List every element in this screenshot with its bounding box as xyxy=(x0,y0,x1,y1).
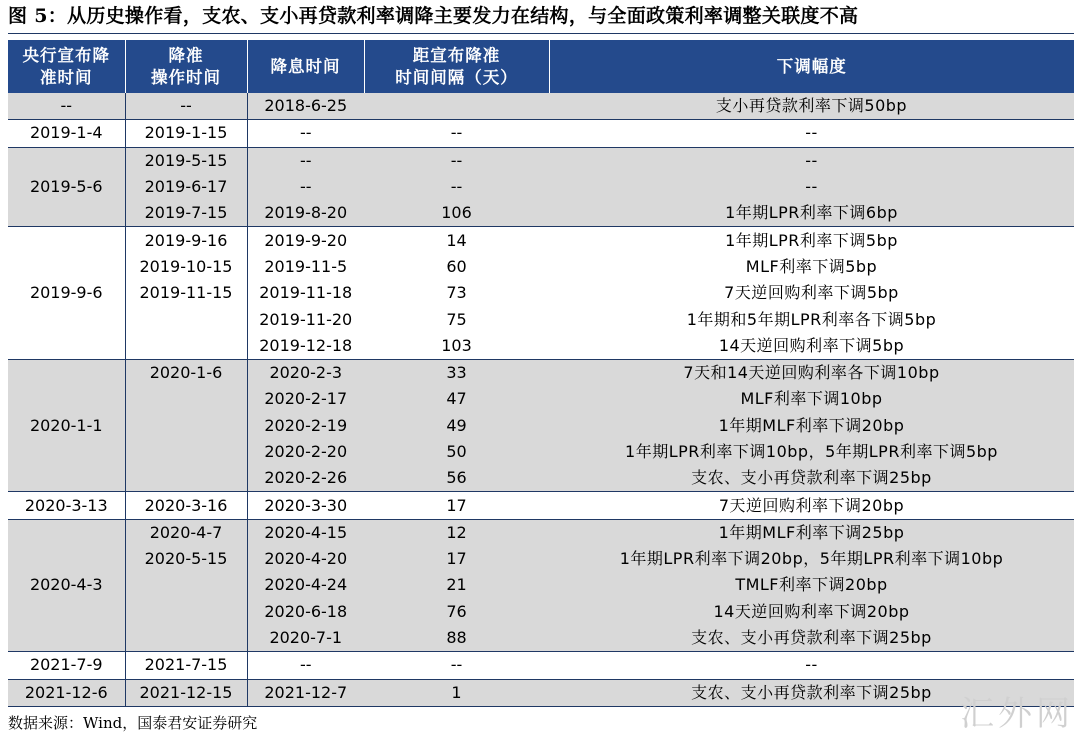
interval-days-cell: 76 xyxy=(364,599,549,625)
table-row xyxy=(8,519,1074,546)
cut-magnitude-cell: TMLF利率下调20bp xyxy=(549,572,1074,598)
table-row xyxy=(8,280,1074,306)
cut-magnitude-cell: MLF利率下调10bp xyxy=(549,386,1074,412)
table-row xyxy=(8,359,1074,386)
table-row xyxy=(8,120,1074,147)
table-row xyxy=(8,93,1074,120)
rate-cut-date-cell: 2020-2-26 xyxy=(247,465,364,492)
table-row xyxy=(8,679,1074,706)
announce-date-cell: 2021-7-9 xyxy=(8,652,125,679)
cut-magnitude-cell: 7天逆回购利率下调20bp xyxy=(549,492,1074,519)
cut-magnitude-cell: 1年期MLF利率下调25bp xyxy=(549,519,1074,546)
interval-days-cell xyxy=(364,93,549,120)
operation-date-cell xyxy=(125,386,247,412)
announce-date-cell: 2020-3-13 xyxy=(8,492,125,519)
header-interval-days: 距宣布降准 时间间隔（天） xyxy=(364,40,549,93)
rate-cut-date-cell: 2020-2-17 xyxy=(247,386,364,412)
interval-days-cell: 33 xyxy=(364,359,549,386)
interval-days-cell: -- xyxy=(364,652,549,679)
table-header-row xyxy=(8,40,1074,93)
rate-cut-date-cell: 2020-3-30 xyxy=(247,492,364,519)
announce-date-cell: 2019-5-6 xyxy=(8,147,125,227)
interval-days-cell: 12 xyxy=(364,519,549,546)
table-row xyxy=(8,147,1074,174)
cut-magnitude-cell: 支农、支小再贷款利率下调25bp xyxy=(549,679,1074,706)
operation-date-cell: 2020-4-7 xyxy=(125,519,247,546)
rate-cut-date-cell: 2020-2-20 xyxy=(247,439,364,465)
cut-magnitude-cell: -- xyxy=(549,120,1074,147)
rate-cut-date-cell: 2019-8-20 xyxy=(247,200,364,227)
operation-date-cell: 2019-9-16 xyxy=(125,227,247,254)
operation-date-cell xyxy=(125,413,247,439)
announce-date-cell: 2021-12-6 xyxy=(8,679,125,706)
rate-cut-date-cell: 2019-12-18 xyxy=(247,333,364,360)
rate-cut-date-cell: 2018-6-25 xyxy=(247,93,364,120)
rate-cut-date-cell: 2021-12-7 xyxy=(247,679,364,706)
source-note: 数据来源：Wind，国泰君安证券研究 xyxy=(8,714,258,732)
table-row xyxy=(8,572,1074,598)
rate-cut-date-cell: 2020-7-1 xyxy=(247,625,364,652)
table-row xyxy=(8,492,1074,519)
cut-magnitude-cell: 1年期LPR利率下调6bp xyxy=(549,200,1074,227)
header-operation-date: 降准 操作时间 xyxy=(125,40,247,93)
operation-date-cell xyxy=(125,333,247,360)
operation-date-cell: 2020-5-15 xyxy=(125,546,247,572)
interval-days-cell: 17 xyxy=(364,546,549,572)
cut-magnitude-cell: 支小再贷款利率下调50bp xyxy=(549,93,1074,120)
operation-date-cell: 2019-1-15 xyxy=(125,120,247,147)
cut-magnitude-cell: 14天逆回购利率下调20bp xyxy=(549,599,1074,625)
rate-cut-date-cell: 2020-4-20 xyxy=(247,546,364,572)
announce-date-cell: 2019-1-4 xyxy=(8,120,125,147)
cut-magnitude-cell: 7天和14天逆回购利率各下调10bp xyxy=(549,359,1074,386)
header-announce-date: 央行宣布降 准时间 xyxy=(8,40,125,93)
table-row xyxy=(8,333,1074,360)
cut-magnitude-cell: -- xyxy=(549,174,1074,200)
rate-cut-date-cell: 2020-2-3 xyxy=(247,359,364,386)
operation-date-cell xyxy=(125,306,247,332)
table-row xyxy=(8,439,1074,465)
announce-date-cell: 2020-1-1 xyxy=(8,359,125,491)
table-row xyxy=(8,413,1074,439)
top-rule xyxy=(8,33,1074,34)
interval-days-cell: 60 xyxy=(364,254,549,280)
cut-magnitude-cell: -- xyxy=(549,147,1074,174)
operation-date-cell xyxy=(125,625,247,652)
table-row xyxy=(8,254,1074,280)
operation-date-cell: 2021-12-15 xyxy=(125,679,247,706)
interval-days-cell: -- xyxy=(364,147,549,174)
rate-cut-date-cell: -- xyxy=(247,652,364,679)
interval-days-cell: 21 xyxy=(364,572,549,598)
rate-cut-date-cell: 2019-9-20 xyxy=(247,227,364,254)
interval-days-cell: 14 xyxy=(364,227,549,254)
cut-magnitude-cell: 14天逆回购利率下调5bp xyxy=(549,333,1074,360)
rate-cut-date-cell: 2019-11-18 xyxy=(247,280,364,306)
operation-date-cell: 2019-10-15 xyxy=(125,254,247,280)
operation-date-cell xyxy=(125,465,247,492)
rate-cut-date-cell: 2019-11-20 xyxy=(247,306,364,332)
table-row xyxy=(8,386,1074,412)
interval-days-cell: 49 xyxy=(364,413,549,439)
interval-days-cell: 73 xyxy=(364,280,549,306)
header-cut-magnitude: 下调幅度 xyxy=(549,40,1074,93)
table-row xyxy=(8,227,1074,254)
operation-date-cell: 2019-11-15 xyxy=(125,280,247,306)
interval-days-cell: 103 xyxy=(364,333,549,360)
interval-days-cell: 1 xyxy=(364,679,549,706)
interval-days-cell: 50 xyxy=(364,439,549,465)
table-row xyxy=(8,625,1074,652)
cut-magnitude-cell: 1年期MLF利率下调20bp xyxy=(549,413,1074,439)
operation-date-cell: 2019-5-15 xyxy=(125,147,247,174)
announce-date-cell: 2019-9-6 xyxy=(8,227,125,359)
table-row xyxy=(8,174,1074,200)
cut-magnitude-cell: 1年期LPR利率下调10bp，5年期LPR利率下调5bp xyxy=(549,439,1074,465)
interval-days-cell: 106 xyxy=(364,200,549,227)
table-row xyxy=(8,652,1074,679)
header-rate-cut-date: 降息时间 xyxy=(247,40,364,93)
rate-cut-date-cell: 2020-2-19 xyxy=(247,413,364,439)
operation-date-cell: 2020-1-6 xyxy=(125,359,247,386)
table-row xyxy=(8,465,1074,492)
interval-days-cell: -- xyxy=(364,120,549,147)
interval-days-cell: 88 xyxy=(364,625,549,652)
cut-magnitude-cell: 1年期LPR利率下调5bp xyxy=(549,227,1074,254)
operation-date-cell xyxy=(125,572,247,598)
interval-days-cell: 17 xyxy=(364,492,549,519)
cut-magnitude-cell: -- xyxy=(549,652,1074,679)
announce-date-cell: 2020-4-3 xyxy=(8,519,125,651)
cut-magnitude-cell: 支农、支小再贷款利率下调25bp xyxy=(549,465,1074,492)
table-row xyxy=(8,546,1074,572)
rate-cut-date-cell: 2020-6-18 xyxy=(247,599,364,625)
rate-cut-date-cell: 2019-11-5 xyxy=(247,254,364,280)
bottom-rule xyxy=(8,706,1074,707)
operation-date-cell: 2019-7-15 xyxy=(125,200,247,227)
interval-days-cell: 56 xyxy=(364,465,549,492)
cut-magnitude-cell: MLF利率下调5bp xyxy=(549,254,1074,280)
table-row xyxy=(8,599,1074,625)
cut-magnitude-cell: 1年期和5年期LPR利率各下调5bp xyxy=(549,306,1074,332)
rate-cut-date-cell: 2020-4-15 xyxy=(247,519,364,546)
rate-cut-date-cell: -- xyxy=(247,120,364,147)
figure-title: 图 5：从历史操作看，支农、支小再贷款利率调降主要发力在结构，与全面政策利率调整关联度不高 xyxy=(8,5,859,27)
interval-days-cell: 47 xyxy=(364,386,549,412)
interval-days-cell: 75 xyxy=(364,306,549,332)
operation-date-cell: -- xyxy=(125,93,247,120)
operation-date-cell: 2020-3-16 xyxy=(125,492,247,519)
table-body xyxy=(8,93,1074,706)
cut-magnitude-cell: 支农、支小再贷款利率下调25bp xyxy=(549,625,1074,652)
operation-date-cell xyxy=(125,599,247,625)
cut-magnitude-cell: 1年期LPR利率下调20bp，5年期LPR利率下调10bp xyxy=(549,546,1074,572)
operation-date-cell: 2021-7-15 xyxy=(125,652,247,679)
cut-magnitude-cell: 7天逆回购利率下调5bp xyxy=(549,280,1074,306)
rate-cut-date-cell: -- xyxy=(247,147,364,174)
table-row xyxy=(8,306,1074,332)
rate-cut-date-cell: -- xyxy=(247,174,364,200)
rate-cut-table xyxy=(8,40,1074,707)
operation-date-cell: 2019-6-17 xyxy=(125,174,247,200)
rate-cut-date-cell: 2020-4-24 xyxy=(247,572,364,598)
interval-days-cell: -- xyxy=(364,174,549,200)
table-row xyxy=(8,200,1074,227)
watermark-logo: 汇外网 xyxy=(960,694,1074,734)
operation-date-cell xyxy=(125,439,247,465)
announce-date-cell: -- xyxy=(8,93,125,120)
